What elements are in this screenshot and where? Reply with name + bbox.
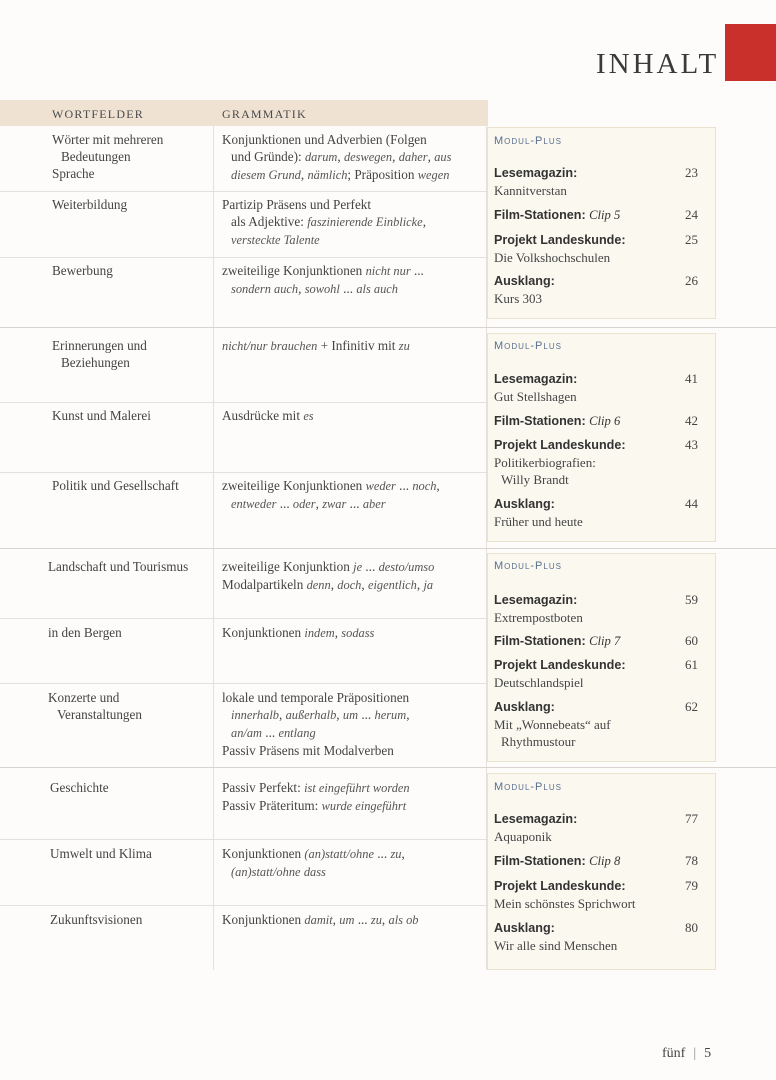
grammatik-line: und Gründe): darum, deswegen, daher, aus	[231, 149, 452, 164]
modul-plus-item[interactable]	[494, 878, 698, 912]
modul-plus-item-label-text: Ausklang:	[494, 700, 555, 714]
row-divider	[0, 683, 486, 684]
wortfeld-line: Politik und Gesellschaft	[52, 478, 179, 493]
grammatik-cell	[222, 262, 484, 298]
grammatik-line: Ausdrücke mit es	[222, 408, 314, 423]
modul-plus-item-label-text: Ausklang:	[494, 274, 555, 288]
grammatik-line: innerhalb, außerhalb, um ... herum,	[231, 707, 410, 722]
wortfeld-line: Bewerbung	[52, 263, 113, 278]
section-divider	[0, 327, 776, 328]
grammatik-line: als Adjektive: faszinierende Einblicke,	[231, 214, 426, 229]
page-number-ref: 25	[685, 232, 698, 247]
modul-plus-item-label-text: Lesemagazin:	[494, 812, 578, 826]
section-divider	[0, 767, 776, 768]
page-number-ref: 80	[685, 920, 698, 935]
modul-plus-title: Modul-Plus	[494, 560, 562, 572]
modul-plus-item-label-text: Lesemagazin:	[494, 593, 578, 607]
modul-plus-item-label	[494, 592, 698, 609]
modul-plus-clip-label: Clip 7	[589, 634, 621, 648]
grammatik-line: diesem Grund, nämlich; Präposition wegen	[231, 167, 450, 182]
modul-plus-item-label-text: Lesemagazin:	[494, 372, 578, 386]
grammatik-cell	[222, 624, 484, 642]
grammatik-line: zweiteilige Konjunktionen weder ... noch,	[222, 478, 440, 493]
modul-plus-item-label	[494, 920, 698, 937]
modul-plus-item-label	[494, 657, 698, 674]
modul-plus-item-label	[494, 811, 698, 828]
modul-plus-item[interactable]	[494, 437, 698, 488]
row-divider	[0, 839, 486, 840]
modul-plus-item-title: Früher und heute	[494, 514, 583, 529]
page-number-ref: 43	[685, 437, 698, 452]
wortfeld-line: Wörter mit mehreren	[52, 132, 164, 147]
modul-plus-item-label	[494, 853, 698, 870]
column-header-wortfelder: WORTFELDER	[52, 107, 144, 121]
wortfeld-line: Landschaft und Tourismus	[48, 559, 189, 574]
page-number-ref: 26	[685, 273, 698, 288]
page-number-ref: 60	[685, 633, 698, 648]
modul-plus-item[interactable]	[494, 592, 698, 626]
grammatik-cell	[222, 558, 484, 594]
modul-plus-item-label	[494, 699, 698, 716]
page-number-ref: 42	[685, 413, 698, 428]
modul-plus-item-label	[494, 413, 698, 430]
grammatik-line: Konjunktionen (an)statt/ohne ... zu,	[222, 846, 405, 861]
page-number-word: fünf	[662, 1046, 686, 1061]
modul-plus-item-title: Wir alle sind Menschen	[494, 938, 618, 953]
wortfeld-cell	[52, 477, 212, 494]
wortfeld-line: Kunst und Malerei	[52, 408, 151, 423]
modul-plus-item-label-text: Projekt Landeskunde:	[494, 658, 626, 672]
wortfeld-line: Bedeutungen	[61, 149, 131, 164]
grammatik-cell	[222, 845, 484, 881]
page-number-ref: 23	[685, 165, 698, 180]
footer-divider: |	[693, 1046, 697, 1061]
modul-plus-clip-label: Clip 8	[589, 854, 621, 868]
wortfeld-cell	[48, 689, 208, 723]
modul-plus-item-label	[494, 273, 698, 290]
modul-plus-item-label	[494, 633, 698, 650]
grammatik-line: Konjunktionen damit, um ... zu, als ob	[222, 912, 419, 927]
wortfeld-cell	[52, 131, 212, 182]
modul-plus-item-label	[494, 437, 698, 454]
modul-plus-item-title: Kurs 303	[494, 291, 543, 306]
grammatik-line: an/am ... entlang	[231, 725, 316, 740]
modul-plus-item-label-text: Ausklang:	[494, 921, 555, 935]
wortfeld-line: Umwelt und Klima	[50, 846, 152, 861]
grammatik-cell	[222, 196, 484, 249]
modul-plus-item-label	[494, 496, 698, 513]
modul-plus-item-title: Politikerbiografien:	[494, 455, 596, 470]
modul-plus-item[interactable]	[494, 207, 698, 224]
chapter-tab-marker	[725, 24, 776, 81]
grammatik-cell	[222, 689, 484, 759]
modul-plus-clip-label: Clip 6	[589, 414, 621, 428]
wortfeld-line: Sprache	[52, 166, 95, 181]
modul-plus-item-label-text: Ausklang:	[494, 497, 555, 511]
wortfeld-line: Veranstaltungen	[57, 707, 142, 722]
modul-plus-title: Modul-Plus	[494, 340, 562, 352]
section-divider	[0, 548, 776, 549]
modul-plus-item-title: Aquaponik	[494, 829, 552, 844]
wortfeld-cell	[52, 196, 212, 213]
grammatik-line: zweiteilige Konjunktionen nicht nur ...	[222, 263, 424, 278]
wortfeld-cell	[52, 337, 212, 371]
modul-plus-item[interactable]	[494, 920, 698, 954]
grammatik-cell	[222, 477, 484, 513]
grammatik-line: versteckte Talente	[231, 233, 320, 247]
grammatik-cell	[222, 337, 484, 355]
page-number-ref: 79	[685, 878, 698, 893]
modul-plus-item-label-text: Film-Stationen:	[494, 414, 586, 428]
page-number-ref: 77	[685, 811, 698, 826]
grammatik-line: Passiv Präteritum: wurde eingeführt	[222, 798, 407, 813]
modul-plus-item-label	[494, 207, 698, 224]
wortfeld-cell	[52, 262, 212, 279]
page-number-ref: 41	[685, 371, 698, 386]
row-divider	[0, 191, 486, 192]
modul-plus-item[interactable]	[494, 413, 698, 430]
row-divider	[0, 905, 486, 906]
modul-plus-title: Modul-Plus	[494, 781, 562, 793]
wortfeld-line: Geschichte	[50, 780, 109, 795]
modul-plus-title: Modul-Plus	[494, 135, 562, 147]
modul-plus-item-title: Mein schönstes Sprichwort	[494, 896, 636, 911]
grammatik-line: Partizip Präsens und Perfekt	[222, 197, 372, 212]
grammatik-line: Konjunktionen und Adverbien (Folgen	[222, 132, 427, 147]
modul-plus-item-label-text: Film-Stationen:	[494, 854, 586, 868]
grammatik-line: (an)statt/ohne dass	[231, 865, 326, 879]
wortfeld-line: Zukunftsvisionen	[50, 912, 143, 927]
modul-plus-item[interactable]	[494, 232, 698, 266]
grammatik-line: nicht/nur brauchen + Infinitiv mit zu	[222, 338, 410, 353]
row-divider	[0, 618, 486, 619]
modul-plus-item-label-text: Lesemagazin:	[494, 166, 578, 180]
modul-plus-item[interactable]	[494, 853, 698, 870]
modul-plus-item[interactable]	[494, 657, 698, 691]
wortfeld-line: Beziehungen	[61, 355, 130, 370]
page-number-ref: 78	[685, 853, 698, 868]
grammatik-line: Passiv Perfekt: ist eingeführt worden	[222, 780, 410, 795]
page-number-ref: 24	[685, 207, 698, 222]
modul-plus-item-label	[494, 878, 698, 895]
modul-plus-item-label-text: Film-Stationen:	[494, 634, 586, 648]
modul-plus-item[interactable]	[494, 496, 698, 530]
modul-plus-item-title: Extrempostboten	[494, 610, 583, 625]
wortfeld-cell	[48, 624, 208, 641]
modul-plus-item-title: Willy Brandt	[501, 472, 569, 487]
modul-plus-item[interactable]	[494, 699, 698, 750]
page-title: INHALT	[596, 48, 720, 80]
modul-plus-item-title: Rhythmustour	[501, 734, 576, 749]
wortfeld-cell	[48, 558, 208, 575]
modul-plus-item-label-text: Film-Stationen:	[494, 208, 586, 222]
modul-plus-item-title: Gut Stellshagen	[494, 389, 577, 404]
modul-plus-clip-label: Clip 5	[589, 208, 621, 222]
wortfeld-line: Erinnerungen und	[52, 338, 147, 353]
grammatik-line: zweiteilige Konjunktion je ... desto/umso	[222, 559, 435, 574]
modul-plus-item-title: Kannitverstan	[494, 183, 567, 198]
wortfeld-cell	[52, 407, 212, 424]
grammatik-line: entweder ... oder, zwar ... aber	[231, 496, 386, 511]
modul-plus-item[interactable]	[494, 371, 698, 405]
row-divider	[0, 257, 486, 258]
grammatik-cell	[222, 131, 484, 184]
grammatik-cell	[222, 407, 484, 425]
grammatik-line: Passiv Präsens mit Modalverben	[222, 743, 394, 758]
column-header-grammatik: GRAMMATIK	[222, 107, 307, 121]
page-number-ref: 62	[685, 699, 698, 714]
row-divider	[0, 402, 486, 403]
modul-plus-item-label-text: Projekt Landeskunde:	[494, 879, 626, 893]
wortfeld-cell	[50, 779, 210, 796]
wortfeld-cell	[50, 911, 210, 928]
modul-plus-item-title: Mit „Wonnebeats“ auf	[494, 717, 611, 732]
modul-plus-item[interactable]	[494, 633, 698, 650]
modul-plus-item[interactable]	[494, 165, 698, 199]
grammatik-line: lokale und temporale Präpositionen	[222, 690, 410, 705]
wortfeld-line: Weiterbildung	[52, 197, 128, 212]
grammatik-line: Konjunktionen indem, sodass	[222, 625, 375, 640]
modul-plus-item-label	[494, 165, 698, 182]
row-divider	[0, 472, 486, 473]
modul-plus-item[interactable]	[494, 811, 698, 845]
modul-plus-item-label-text: Projekt Landeskunde:	[494, 438, 626, 452]
grammatik-cell	[222, 911, 484, 929]
page-number: 5	[704, 1046, 712, 1061]
page-number-ref: 61	[685, 657, 698, 672]
wortfeld-line: Konzerte und	[48, 690, 120, 705]
modul-plus-item-title: Die Volkshochschulen	[494, 250, 611, 265]
page-number-ref: 59	[685, 592, 698, 607]
grammatik-line: sondern auch, sowohl ... als auch	[231, 281, 398, 296]
modul-plus-item[interactable]	[494, 273, 698, 307]
wortfeld-cell	[50, 845, 210, 862]
grammatik-line: Modalpartikeln denn, doch, eigentlich, ja	[222, 577, 434, 592]
modul-plus-item-label	[494, 232, 698, 249]
page-footer	[662, 1046, 711, 1062]
modul-plus-item-label-text: Projekt Landeskunde:	[494, 233, 626, 247]
wortfeld-line: in den Bergen	[48, 625, 122, 640]
grammatik-cell	[222, 779, 484, 815]
modul-plus-item-title: Deutschlandspiel	[494, 675, 584, 690]
modul-plus-item-label	[494, 371, 698, 388]
page-number-ref: 44	[685, 496, 698, 511]
